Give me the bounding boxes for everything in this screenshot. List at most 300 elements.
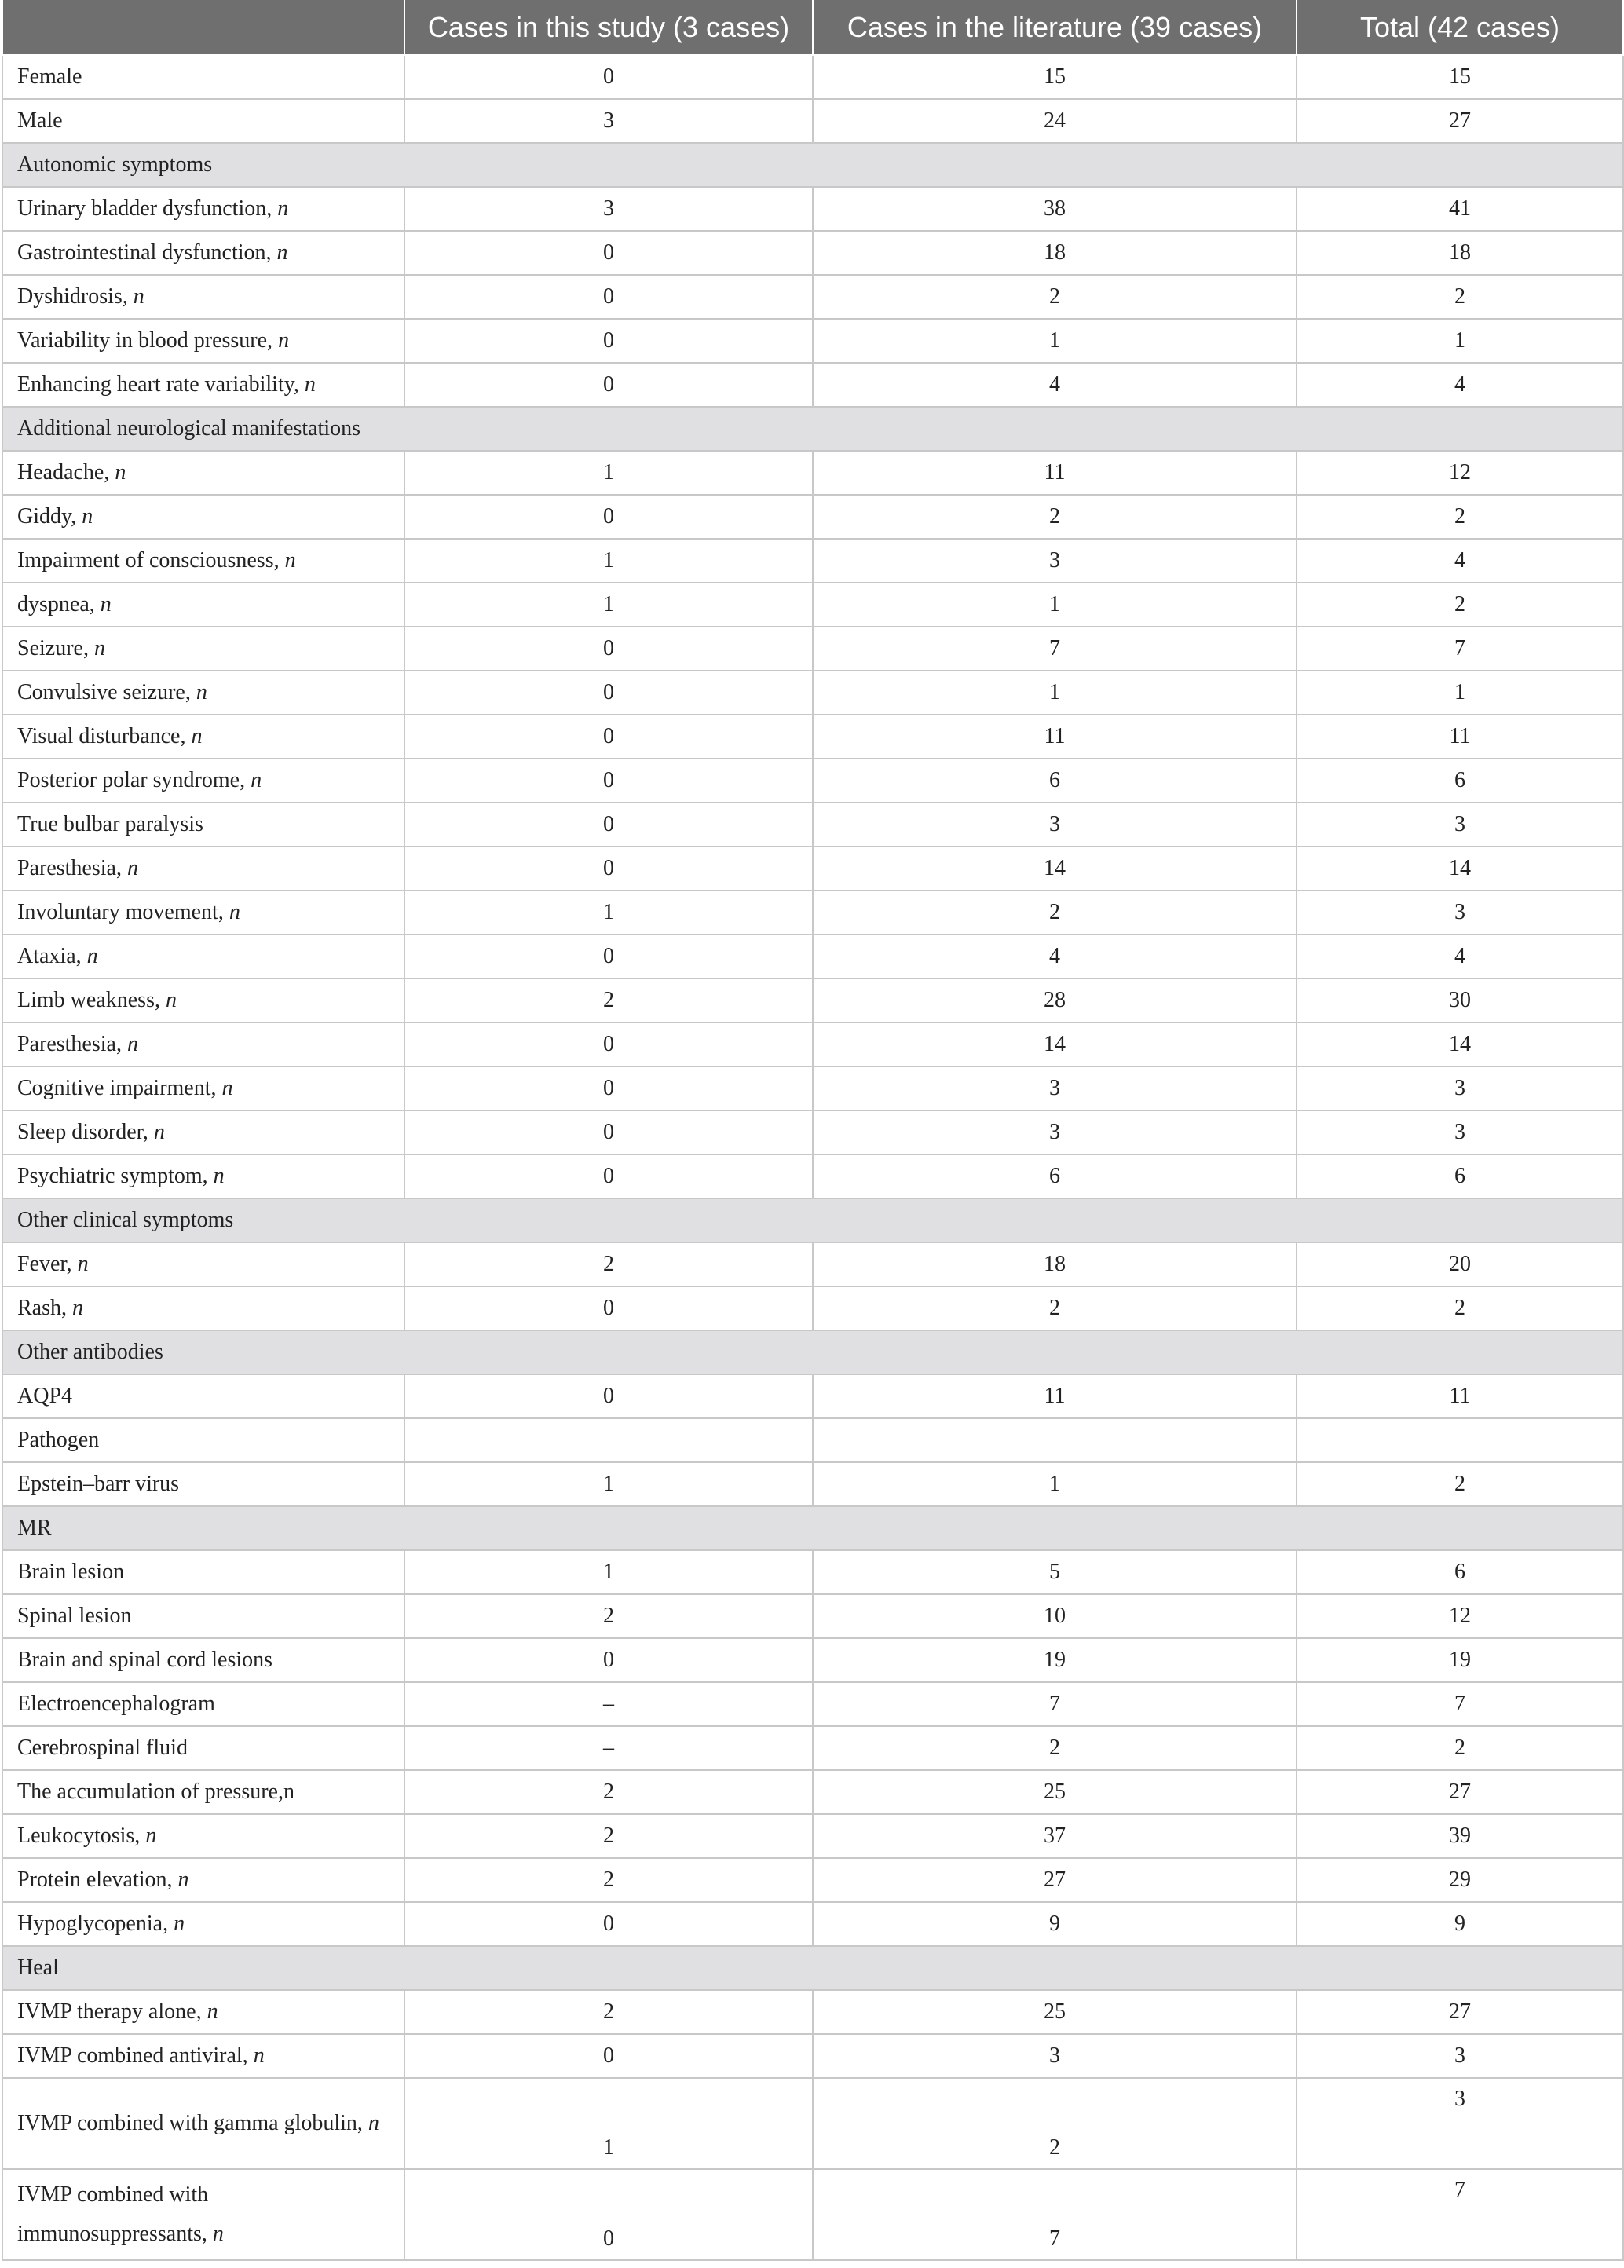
value-this-study [404, 1418, 813, 1462]
value-total: 7 [1297, 1682, 1623, 1726]
count-symbol: n [174, 1911, 185, 1936]
value-this-study: 0 [404, 55, 813, 99]
header-cell-feature [2, 0, 404, 55]
value-literature: 14 [813, 847, 1297, 891]
value-total: 2 [1297, 583, 1623, 627]
table-row [2, 2078, 1623, 2169]
value-total: 11 [1297, 715, 1623, 759]
value-literature: 7 [813, 2169, 1297, 2260]
table-row [2, 1154, 1623, 1198]
value-total: 3 [1297, 891, 1623, 935]
table-row [2, 979, 1623, 1022]
value-this-study: 2 [404, 1814, 813, 1858]
value-total: 3 [1297, 803, 1623, 847]
value-literature: 15 [813, 55, 1297, 99]
count-symbol: n [165, 988, 177, 1012]
count-symbol: n [221, 1076, 233, 1100]
count-symbol: n [229, 900, 240, 924]
value-this-study: 0 [404, 1110, 813, 1154]
section-heading: Heal [2, 1946, 1623, 1990]
table-row [2, 1242, 1623, 1286]
row-label-cell [2, 187, 404, 231]
row-label: Limb weakness, [17, 988, 166, 1012]
value-this-study: 0 [404, 1374, 813, 1418]
table-row [2, 1286, 1623, 1330]
value-literature: 18 [813, 1242, 1297, 1286]
row-label-cell [2, 1242, 404, 1286]
row-label-cell [2, 1858, 404, 1902]
value-total: 2 [1297, 1286, 1623, 1330]
value-literature: 11 [813, 715, 1297, 759]
table-header [2, 0, 1623, 55]
value-total: 14 [1297, 847, 1623, 891]
table-row [2, 275, 1623, 319]
value-this-study: 0 [404, 275, 813, 319]
table-row [2, 1858, 1623, 1902]
header-cell-total: Total (42 cases) [1297, 0, 1623, 55]
row-label: Involuntary movement, [17, 900, 229, 924]
row-label-cell [2, 99, 404, 143]
value-literature: 5 [813, 1550, 1297, 1594]
row-label-cell [2, 935, 404, 979]
value-literature: 1 [813, 1462, 1297, 1506]
table-row [2, 1770, 1623, 1814]
row-label-cell [2, 2078, 404, 2169]
table-row [2, 1990, 1623, 2034]
row-label-cell [2, 2169, 404, 2260]
value-total: 41 [1297, 187, 1623, 231]
value-total: 4 [1297, 363, 1623, 407]
value-this-study: 0 [404, 2034, 813, 2078]
table-row [2, 1638, 1623, 1682]
row-label-cell [2, 55, 404, 99]
row-label-cell [2, 1682, 404, 1726]
value-total: 3 [1297, 1066, 1623, 1110]
count-symbol: n [133, 284, 144, 309]
row-label: Paresthesia, [17, 856, 127, 880]
value-literature: 4 [813, 935, 1297, 979]
count-symbol: n [82, 504, 93, 529]
table-row [2, 627, 1623, 671]
value-literature: 24 [813, 99, 1297, 143]
value-total: 39 [1297, 1814, 1623, 1858]
section-row [2, 1946, 1623, 1990]
value-total: 7 [1297, 627, 1623, 671]
count-symbol: n [277, 196, 289, 221]
section-row [2, 1330, 1623, 1374]
table-row [2, 803, 1623, 847]
row-label: IVMP combined with gamma globulin, [17, 2111, 368, 2135]
value-literature: 2 [813, 495, 1297, 539]
table-row [2, 231, 1623, 275]
table-row [2, 583, 1623, 627]
value-this-study: 0 [404, 847, 813, 891]
table-row [2, 715, 1623, 759]
value-literature: 3 [813, 2034, 1297, 2078]
row-label: Spinal lesion [17, 1604, 132, 1628]
value-total: 27 [1297, 99, 1623, 143]
section-row [2, 407, 1623, 451]
row-label-cell [2, 847, 404, 891]
value-this-study: 1 [404, 1550, 813, 1594]
count-symbol: n [145, 1824, 157, 1848]
value-total: 12 [1297, 1594, 1623, 1638]
value-literature: 2 [813, 1286, 1297, 1330]
row-label-cell [2, 1066, 404, 1110]
value-this-study: 1 [404, 539, 813, 583]
table-row [2, 539, 1623, 583]
row-label: Brain and spinal cord lesions [17, 1648, 273, 1672]
value-total: 11 [1297, 1374, 1623, 1418]
row-label: Male [17, 108, 63, 133]
header-cell-this-study: Cases in this study (3 cases) [404, 0, 813, 55]
table-body [2, 55, 1623, 2260]
row-label: Pathogen [17, 1428, 100, 1452]
value-this-study: 1 [404, 2078, 813, 2169]
value-total [1297, 1418, 1623, 1462]
value-literature: 4 [813, 363, 1297, 407]
value-total: 9 [1297, 1902, 1623, 1946]
value-literature: 37 [813, 1814, 1297, 1858]
table-row [2, 1418, 1623, 1462]
count-symbol: n [284, 548, 296, 572]
row-label: Hypoglycopenia, [17, 1911, 174, 1936]
value-this-study: – [404, 1726, 813, 1770]
row-label: Leukocytosis, [17, 1824, 146, 1848]
count-symbol: n [196, 680, 207, 704]
value-this-study: 3 [404, 99, 813, 143]
count-symbol: n [100, 592, 112, 616]
row-label-cell [2, 2034, 404, 2078]
row-label: Epstein–barr virus [17, 1472, 180, 1496]
value-this-study: 3 [404, 187, 813, 231]
value-this-study: 0 [404, 715, 813, 759]
count-symbol: n [153, 1120, 165, 1144]
value-this-study: 1 [404, 583, 813, 627]
value-literature: 2 [813, 2078, 1297, 2169]
count-symbol: n [177, 1867, 189, 1892]
row-label: Seizure, [17, 636, 94, 660]
value-total: 19 [1297, 1638, 1623, 1682]
table-row [2, 1462, 1623, 1506]
row-label-cell [2, 583, 404, 627]
header-cell-literature: Cases in the literature (39 cases) [813, 0, 1297, 55]
row-label: Headache, [17, 460, 115, 485]
value-this-study: 0 [404, 1902, 813, 1946]
value-literature: 18 [813, 231, 1297, 275]
value-this-study: 0 [404, 627, 813, 671]
row-label-cell [2, 319, 404, 363]
value-literature [813, 1418, 1297, 1462]
count-symbol: n [253, 2043, 265, 2068]
row-label: Psychiatric symptom, [17, 1164, 214, 1188]
section-heading: Autonomic symptoms [2, 143, 1623, 187]
value-total: 4 [1297, 539, 1623, 583]
table-row [2, 1022, 1623, 1066]
value-this-study: 2 [404, 1858, 813, 1902]
table-row [2, 671, 1623, 715]
value-total: 20 [1297, 1242, 1623, 1286]
row-label: Female [17, 64, 82, 89]
value-this-study: 2 [404, 979, 813, 1022]
value-this-study: 0 [404, 671, 813, 715]
table-row [2, 495, 1623, 539]
table-row [2, 1726, 1623, 1770]
row-label-cell [2, 1902, 404, 1946]
value-literature: 11 [813, 1374, 1297, 1418]
value-total: 3 [1297, 1110, 1623, 1154]
value-this-study: 0 [404, 759, 813, 803]
row-label: Protein elevation, [17, 1867, 178, 1892]
value-this-study: 2 [404, 1594, 813, 1638]
value-literature: 1 [813, 583, 1297, 627]
table-row [2, 847, 1623, 891]
count-symbol: n [276, 240, 288, 265]
value-literature: 3 [813, 1066, 1297, 1110]
value-this-study: 0 [404, 2169, 813, 2260]
value-literature: 38 [813, 187, 1297, 231]
section-heading: Other clinical symptoms [2, 1198, 1623, 1242]
row-label: Enhancing heart rate variability, [17, 372, 305, 397]
value-total: 3 [1297, 2034, 1623, 2078]
value-this-study: 0 [404, 1286, 813, 1330]
value-total: 30 [1297, 979, 1623, 1022]
row-label: Urinary bladder dysfunction, [17, 196, 278, 221]
value-literature: 7 [813, 1682, 1297, 1726]
row-label-cell [2, 1286, 404, 1330]
value-this-study: 1 [404, 1462, 813, 1506]
section-row [2, 1198, 1623, 1242]
count-symbol: n [86, 944, 98, 968]
value-total: 14 [1297, 1022, 1623, 1066]
table-row [2, 1374, 1623, 1418]
table-row [2, 1594, 1623, 1638]
value-total: 29 [1297, 1858, 1623, 1902]
row-label: Cerebrospinal fluid [17, 1736, 188, 1760]
value-literature: 14 [813, 1022, 1297, 1066]
value-total: 6 [1297, 1550, 1623, 1594]
row-label-cell [2, 1814, 404, 1858]
count-symbol: n [368, 2111, 379, 2135]
value-total: 1 [1297, 319, 1623, 363]
table-row [2, 935, 1623, 979]
value-literature: 6 [813, 1154, 1297, 1198]
count-symbol: n [126, 856, 138, 880]
row-label-cell [2, 275, 404, 319]
value-literature: 19 [813, 1638, 1297, 1682]
row-label: Electroencephalogram [17, 1692, 215, 1716]
count-symbol: n [115, 460, 126, 485]
value-total: 27 [1297, 1770, 1623, 1814]
value-literature: 3 [813, 1110, 1297, 1154]
value-total: 6 [1297, 759, 1623, 803]
value-literature: 27 [813, 1858, 1297, 1902]
section-row [2, 1506, 1623, 1550]
row-label-cell [2, 1022, 404, 1066]
value-total: 6 [1297, 1154, 1623, 1198]
count-symbol: n [213, 1164, 225, 1188]
row-label: AQP4 [17, 1384, 73, 1408]
count-symbol: n [72, 1296, 83, 1320]
value-this-study: 2 [404, 1770, 813, 1814]
table-row [2, 99, 1623, 143]
row-label-cell [2, 979, 404, 1022]
header-row [2, 0, 1623, 55]
section-heading: Additional neurological manifestations [2, 407, 1623, 451]
row-label: IVMP combined antiviral, [17, 2043, 254, 2068]
table-row [2, 363, 1623, 407]
section-heading: MR [2, 1506, 1623, 1550]
value-literature: 9 [813, 1902, 1297, 1946]
row-label: Cognitive impairment, [17, 1076, 222, 1100]
table-row [2, 1550, 1623, 1594]
value-literature: 7 [813, 627, 1297, 671]
row-label: Sleep disorder, [17, 1120, 154, 1144]
count-symbol: n [77, 1252, 89, 1276]
row-label-cell [2, 671, 404, 715]
value-literature: 11 [813, 451, 1297, 495]
row-label-cell [2, 1550, 404, 1594]
row-label-cell [2, 1770, 404, 1814]
table-row [2, 2034, 1623, 2078]
row-label: Gastrointestinal dysfunction, [17, 240, 277, 265]
section-heading: Other antibodies [2, 1330, 1623, 1374]
row-label: Ataxia, [17, 944, 87, 968]
row-label-cell [2, 1462, 404, 1506]
row-label: Giddy, [17, 504, 82, 529]
value-this-study: 2 [404, 1990, 813, 2034]
row-label-cell [2, 231, 404, 275]
value-literature: 2 [813, 275, 1297, 319]
row-label: Fever, [17, 1252, 78, 1276]
value-literature: 10 [813, 1594, 1297, 1638]
table-row [2, 759, 1623, 803]
row-label-cell [2, 1110, 404, 1154]
value-this-study: 0 [404, 935, 813, 979]
value-total: 18 [1297, 231, 1623, 275]
value-total: 27 [1297, 1990, 1623, 2034]
count-symbol: n [93, 636, 105, 660]
value-literature: 2 [813, 1726, 1297, 1770]
value-literature: 3 [813, 539, 1297, 583]
row-label-cell [2, 1418, 404, 1462]
value-this-study: 0 [404, 363, 813, 407]
row-label: Impairment of consciousness, [17, 548, 285, 572]
value-this-study: 0 [404, 1066, 813, 1110]
row-label: Visual disturbance, [17, 724, 192, 748]
row-label-cell [2, 759, 404, 803]
row-label: Paresthesia, [17, 1032, 127, 1056]
table-row [2, 55, 1623, 99]
row-label: Rash, [17, 1296, 72, 1320]
row-label-cell [2, 1726, 404, 1770]
value-this-study: – [404, 1682, 813, 1726]
row-label-cell [2, 539, 404, 583]
table-row [2, 1814, 1623, 1858]
value-literature: 2 [813, 891, 1297, 935]
count-symbol: n [251, 768, 262, 792]
table-row [2, 187, 1623, 231]
value-literature: 25 [813, 1990, 1297, 2034]
row-label: Variability in blood pressure, [17, 328, 279, 353]
clinical-features-table [2, 0, 1624, 2261]
row-label-cell [2, 803, 404, 847]
value-literature: 25 [813, 1770, 1297, 1814]
section-row [2, 143, 1623, 187]
count-symbol: n [212, 2222, 224, 2246]
row-label: Brain lesion [17, 1560, 125, 1584]
row-label: The accumulation of pressure,n [17, 1780, 294, 1804]
row-label: IVMP combined with immunosuppressants, [17, 2182, 213, 2246]
value-literature: 1 [813, 319, 1297, 363]
value-total: 2 [1297, 1726, 1623, 1770]
value-this-study: 0 [404, 803, 813, 847]
value-this-study: 1 [404, 451, 813, 495]
table-row [2, 891, 1623, 935]
value-total: 7 [1297, 2169, 1623, 2260]
value-total: 1 [1297, 671, 1623, 715]
value-this-study: 0 [404, 1638, 813, 1682]
row-label-cell [2, 891, 404, 935]
row-label: dyspnea, [17, 592, 101, 616]
row-label: IVMP therapy alone, [17, 1999, 207, 2024]
row-label-cell [2, 715, 404, 759]
row-label-cell [2, 1154, 404, 1198]
table-row [2, 2169, 1623, 2260]
row-label-cell [2, 1374, 404, 1418]
value-total: 12 [1297, 451, 1623, 495]
row-label-cell [2, 451, 404, 495]
value-literature: 28 [813, 979, 1297, 1022]
row-label: Convulsive seizure, [17, 680, 196, 704]
row-label-cell [2, 1594, 404, 1638]
value-this-study: 0 [404, 231, 813, 275]
table-row [2, 1682, 1623, 1726]
row-label-cell [2, 1990, 404, 2034]
count-symbol: n [278, 328, 290, 353]
row-label-cell [2, 1638, 404, 1682]
value-total: 2 [1297, 495, 1623, 539]
value-this-study: 0 [404, 319, 813, 363]
value-this-study: 0 [404, 495, 813, 539]
value-literature: 1 [813, 671, 1297, 715]
table-row [2, 1902, 1623, 1946]
value-this-study: 0 [404, 1154, 813, 1198]
row-label-cell [2, 627, 404, 671]
value-total: 15 [1297, 55, 1623, 99]
count-symbol: n [207, 1999, 218, 2024]
table-row [2, 319, 1623, 363]
table-row [2, 1110, 1623, 1154]
value-total: 2 [1297, 275, 1623, 319]
row-label: Dyshidrosis, [17, 284, 134, 309]
row-label: Posterior polar syndrome, [17, 768, 251, 792]
value-total: 2 [1297, 1462, 1623, 1506]
row-label: True bulbar paralysis [17, 812, 203, 836]
table-row [2, 451, 1623, 495]
row-label-cell [2, 363, 404, 407]
value-total: 4 [1297, 935, 1623, 979]
table-row [2, 1066, 1623, 1110]
value-total: 3 [1297, 2078, 1623, 2169]
value-this-study: 1 [404, 891, 813, 935]
value-this-study: 2 [404, 1242, 813, 1286]
value-this-study: 0 [404, 1022, 813, 1066]
row-label-cell [2, 495, 404, 539]
count-symbol: n [191, 724, 203, 748]
value-literature: 3 [813, 803, 1297, 847]
value-literature: 6 [813, 759, 1297, 803]
